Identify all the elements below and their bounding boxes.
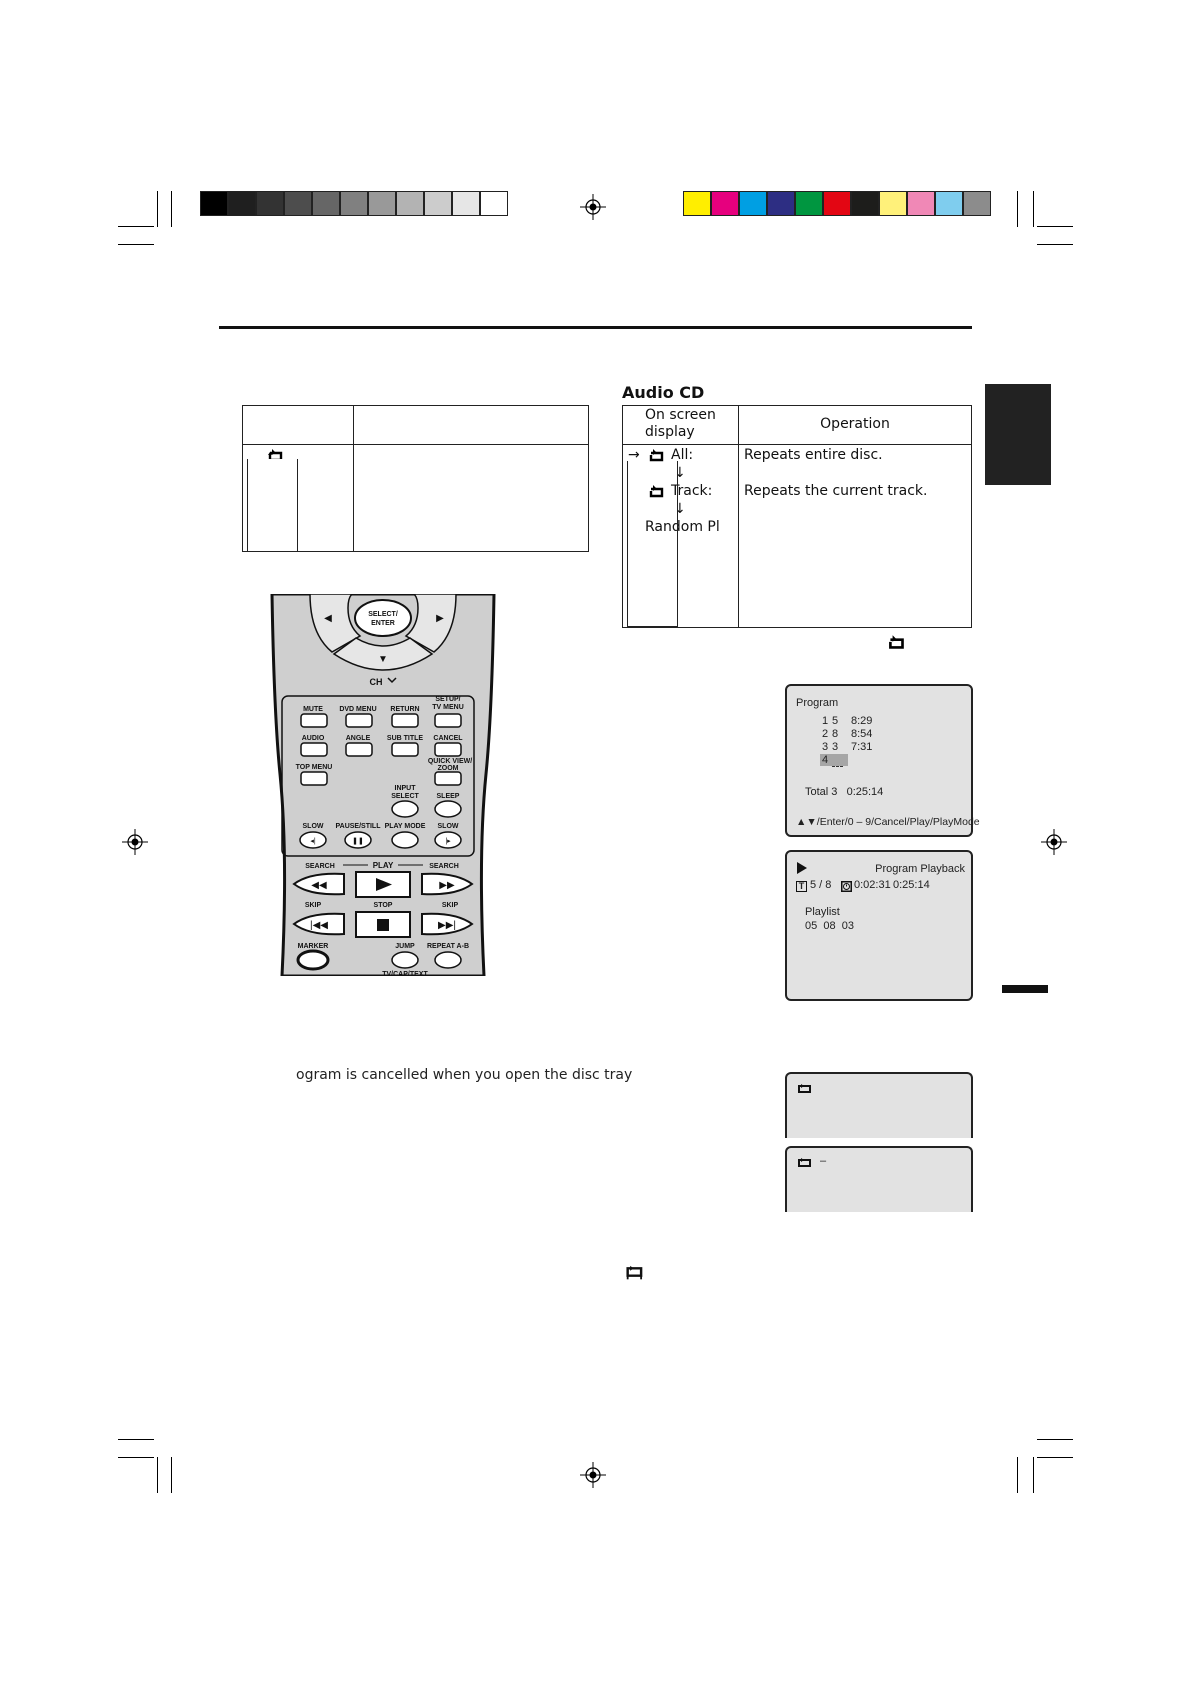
svg-text:STOP: STOP [373, 902, 393, 909]
program-entry-num: 3 [822, 741, 829, 753]
program-title: Program [796, 697, 839, 709]
header-operation: Operation [820, 416, 890, 432]
calibration-swatch [200, 191, 228, 216]
cycle-bracket-mask [628, 461, 677, 613]
crop-mark [157, 1457, 158, 1493]
calibration-swatch [312, 191, 340, 216]
calibration-swatch [767, 191, 795, 216]
program-cursor-blank [832, 766, 843, 768]
svg-text:AUDIO: AUDIO [301, 735, 325, 742]
calibration-swatch [424, 191, 452, 216]
program-screen [785, 684, 980, 837]
crop-mark [1033, 191, 1034, 227]
svg-text:PAUSE/STILL: PAUSE/STILL [335, 823, 381, 830]
cycle-bracket-mask [248, 459, 297, 539]
crop-mark [118, 1457, 154, 1458]
header-rule [219, 326, 972, 329]
crop-mark [1037, 1439, 1073, 1440]
section-tab [985, 384, 1051, 485]
calibration-swatch [907, 191, 935, 216]
crop-mark [1017, 191, 1018, 227]
lead-arrow: → [628, 447, 640, 463]
repeat-track-operation: Repeats the current track. [744, 483, 928, 499]
repeat-ab-screen [785, 1072, 973, 1138]
program-entry-time: 8:29 [851, 715, 873, 727]
calibration-swatch [963, 191, 991, 216]
audio-cd-table [622, 405, 972, 628]
crop-mark [118, 244, 154, 245]
svg-text:PLAY MODE: PLAY MODE [384, 823, 426, 830]
svg-text:PLAY: PLAY [372, 861, 394, 870]
calibration-swatch [480, 191, 508, 216]
clock-icon [841, 881, 852, 892]
calibration-swatch [879, 191, 907, 216]
program-entry-track: 5 [832, 715, 839, 727]
calibration-swatch [368, 191, 396, 216]
note-text: ogram is cancelled when you open the disc tray [296, 1067, 633, 1083]
svg-text:SKIP: SKIP [304, 902, 322, 909]
crop-mark [118, 1439, 154, 1440]
repeat-ab-dash: – [820, 1155, 827, 1167]
svg-text:SELECT: SELECT [391, 793, 419, 800]
svg-text:▶▶: ▶▶ [439, 880, 455, 891]
svg-text:INPUT: INPUT [394, 785, 416, 792]
crop-mark [1017, 1457, 1018, 1493]
svg-text:CANCEL: CANCEL [433, 735, 463, 742]
svg-text:|▸: |▸ [445, 838, 451, 845]
svg-text:DVD MENU: DVD MENU [339, 706, 377, 713]
cycle-arrow: ↓ [674, 465, 686, 481]
calibration-swatch [795, 191, 823, 216]
repeat-ab-icon [796, 1156, 814, 1170]
table-header-divider [243, 444, 588, 445]
svg-text:SETUP/: SETUP/ [435, 696, 461, 703]
svg-text:▶▶|: ▶▶| [438, 920, 456, 931]
select-enter-label: SELECT/ [368, 611, 398, 618]
playback-elapsed: 0:02:31 [854, 879, 891, 891]
crop-mark [1037, 1457, 1073, 1458]
calibration-swatch [823, 191, 851, 216]
program-entry-time: 8:54 [851, 728, 873, 740]
svg-text:MARKER: MARKER [297, 943, 329, 950]
calibration-swatch [683, 191, 711, 216]
playback-track: 5 / 8 [810, 879, 832, 891]
svg-text:RETURN: RETURN [390, 706, 420, 713]
table-header-divider [623, 444, 971, 445]
repeat-icon [886, 634, 908, 652]
svg-text:▶: ▶ [436, 613, 444, 624]
repeat-ab-icon [796, 1082, 814, 1096]
program-entry-num: 2 [822, 728, 829, 740]
playback-mode: Program Playback [875, 863, 965, 875]
svg-text:CH: CH [369, 677, 383, 687]
svg-text:SLOW: SLOW [437, 823, 459, 830]
registration-mark-icon [1041, 829, 1067, 855]
crop-mark [1033, 1457, 1034, 1493]
registration-mark-icon [122, 829, 148, 855]
audio-cd-title: Audio CD [622, 383, 705, 402]
crop-mark [171, 191, 172, 227]
repeat-ab-icon [624, 1263, 646, 1281]
calibration-swatch [452, 191, 480, 216]
calibration-swatch [739, 191, 767, 216]
playlist-values: 05 08 03 [805, 920, 854, 932]
track-icon: T [796, 881, 807, 892]
svg-text:◀◀: ◀◀ [311, 880, 327, 891]
section-marker-bar [1002, 985, 1048, 993]
calibration-swatch [228, 191, 256, 216]
crop-mark [118, 226, 154, 227]
cycle-arrow: ↓ [674, 501, 686, 517]
playback-total: 0:25:14 [893, 879, 930, 891]
svg-text:TV/CAP/TEXT: TV/CAP/TEXT [382, 971, 428, 976]
table-col-divider [353, 406, 354, 551]
svg-text:SLEEP: SLEEP [436, 793, 460, 800]
program-entry-track: 3 [832, 741, 839, 753]
program-total: Total 3 0:25:14 [805, 786, 884, 798]
svg-text:SKIP: SKIP [441, 902, 459, 909]
svg-text:REPEAT A-B: REPEAT A-B [427, 943, 469, 950]
program-playback-screen [785, 850, 973, 1001]
crop-mark [171, 1457, 172, 1493]
svg-text:TOP MENU: TOP MENU [295, 764, 333, 771]
svg-text:SEARCH: SEARCH [305, 863, 335, 870]
svg-text:|◀◀: |◀◀ [310, 920, 328, 931]
header-on-screen-display: On screen display [645, 407, 716, 440]
repeat-all-label: All: [671, 447, 694, 463]
calibration-swatch [396, 191, 424, 216]
calibration-swatch [851, 191, 879, 216]
svg-text:SLOW: SLOW [302, 823, 324, 830]
svg-text:◀: ◀ [324, 613, 332, 624]
calibration-swatch [340, 191, 368, 216]
crop-mark [157, 191, 158, 227]
registration-mark-icon [580, 194, 606, 220]
play-icon [796, 861, 808, 875]
registration-mark-icon [580, 1462, 606, 1488]
program-entry-num: 1 [822, 715, 829, 727]
crop-mark [1037, 244, 1073, 245]
program-entry-track: 8 [832, 728, 839, 740]
remote-control-illustration [270, 594, 496, 976]
calibration-swatch [935, 191, 963, 216]
svg-text:JUMP: JUMP [395, 943, 415, 950]
calibration-swatch [284, 191, 312, 216]
table-col-divider [738, 406, 739, 627]
crop-mark [1037, 226, 1073, 227]
playlist-label: Playlist [805, 906, 840, 918]
program-controls: ▲▼/Enter/0 – 9/Cancel/Play/PlayMode [796, 816, 980, 828]
svg-text:ENTER: ENTER [371, 620, 395, 627]
svg-text:QUICK VIEW/: QUICK VIEW/ [427, 758, 473, 765]
svg-text:▼: ▼ [378, 654, 388, 665]
program-cursor-num: 4 [822, 754, 829, 766]
repeat-all-operation: Repeats entire disc. [744, 447, 883, 463]
random-play-label: Random Pl [645, 519, 720, 535]
calibration-swatch [711, 191, 739, 216]
svg-text:TV MENU: TV MENU [432, 704, 464, 711]
dvd-repeat-table [242, 405, 589, 552]
svg-text:ANGLE: ANGLE [345, 735, 371, 742]
svg-text:ZOOM: ZOOM [437, 765, 459, 772]
svg-text:❚❚: ❚❚ [352, 838, 364, 845]
calibration-swatch [256, 191, 284, 216]
repeat-track-label: Track: [671, 483, 713, 499]
svg-text:SEARCH: SEARCH [429, 863, 459, 870]
program-entry-time: 7:31 [851, 741, 873, 753]
svg-text:MUTE: MUTE [303, 706, 323, 713]
svg-text:SUB TITLE: SUB TITLE [386, 735, 424, 742]
svg-text:◂|: ◂| [310, 838, 316, 845]
repeat-ab-screen [785, 1146, 973, 1212]
